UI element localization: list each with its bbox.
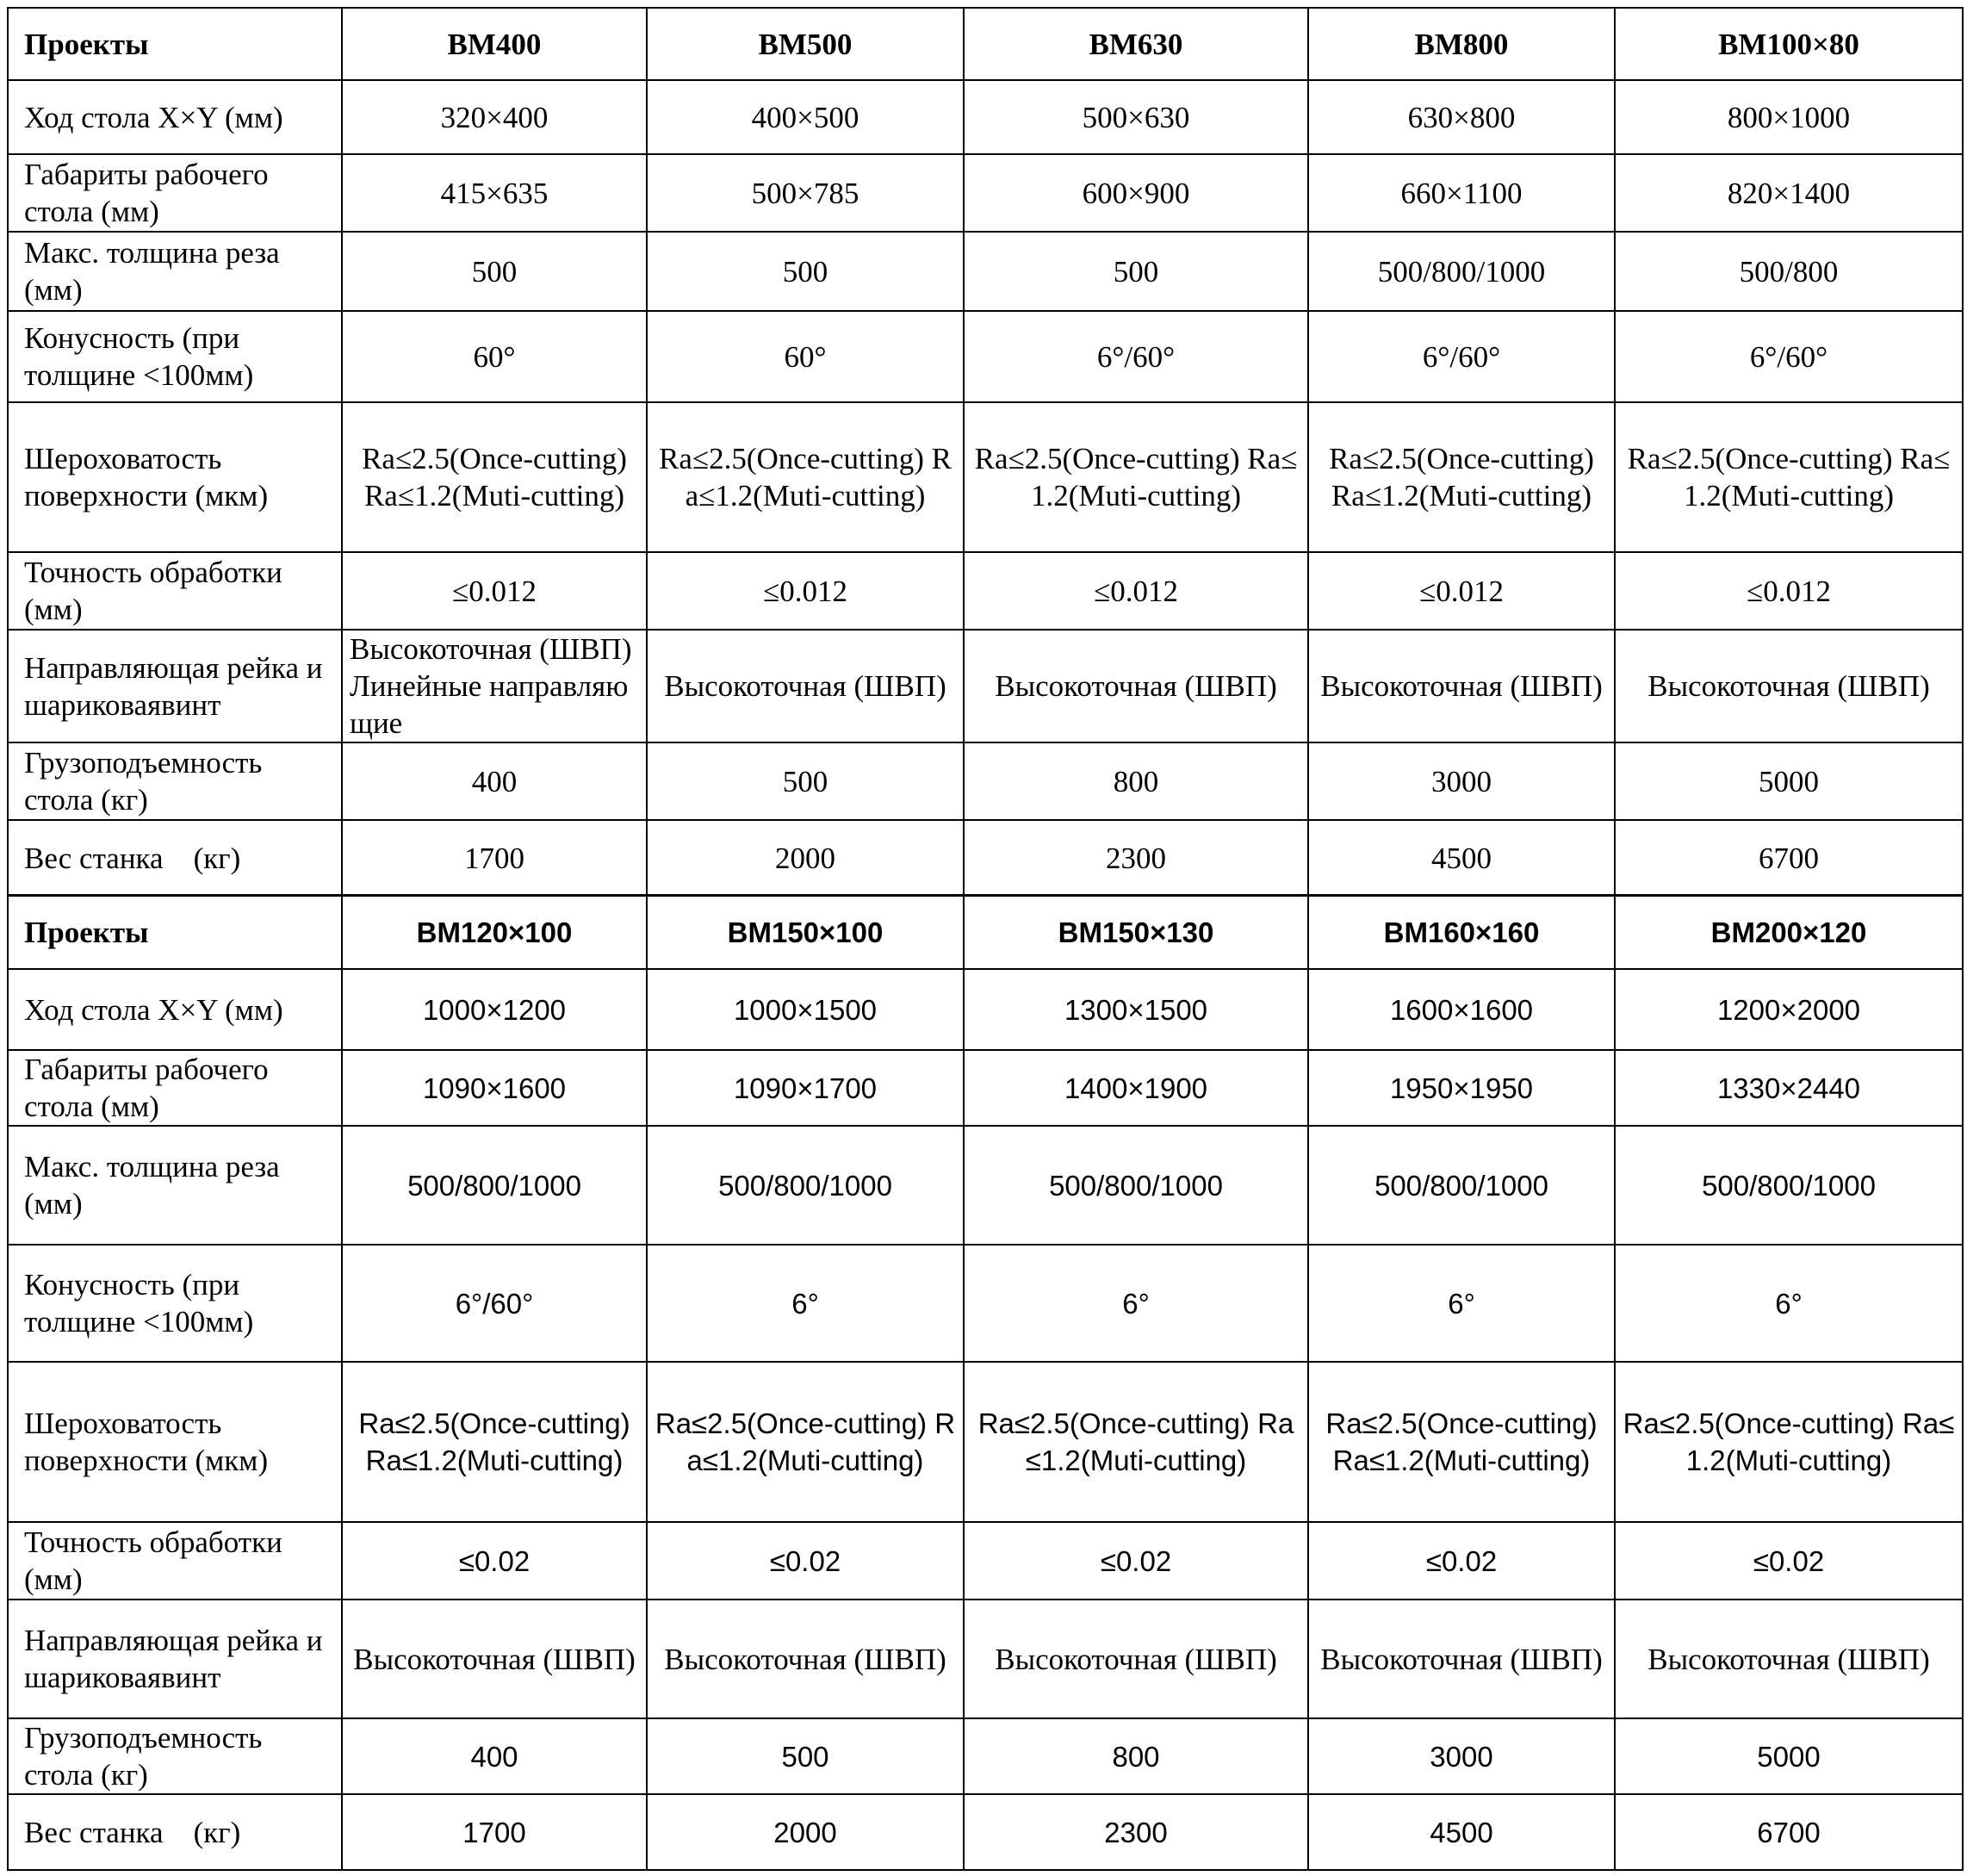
model-header: BM160×160 [1308, 895, 1615, 969]
table-cell: ≤0.02 [1308, 1522, 1615, 1600]
table-cell: Высокоточная (ШВП)Линейные направляющие [342, 630, 647, 742]
table-cell: ≤0.012 [342, 552, 647, 630]
table-cell: ≤0.02 [342, 1522, 647, 1600]
table-cell: Ra≤2.5(Once-cutting) Ra≤1.2(Muti-cutting) [342, 402, 647, 552]
table-cell: 1000×1200 [342, 969, 647, 1050]
table-cell: 1000×1500 [647, 969, 964, 1050]
model-header: BM400 [342, 8, 647, 80]
table-cell: 500/800/1000 [1308, 1126, 1615, 1245]
table-cell: 1400×1900 [964, 1050, 1308, 1126]
header-row [8, 895, 1963, 969]
table-cell: Ra≤2.5(Once-cutting) Ra≤1.2(Muti-cutting) [1615, 402, 1963, 552]
row-label: Макс. толщина реза (мм) [8, 232, 342, 311]
table-row [8, 1794, 1963, 1870]
table-cell: 1090×1700 [647, 1050, 964, 1126]
table-cell: 820×1400 [1615, 154, 1963, 232]
table-row [8, 820, 1963, 896]
table-cell: ≤0.02 [964, 1522, 1308, 1600]
spec-table-2 [7, 894, 1964, 1871]
table-cell: 400 [342, 742, 647, 820]
table-cell: 6700 [1615, 820, 1963, 896]
table-cell: 1300×1500 [964, 969, 1308, 1050]
table-cell: Ra≤2.5(Once-cutting) Ra≤1.2(Muti-cutting) [342, 1362, 647, 1522]
table-cell: 2000 [647, 1794, 964, 1870]
table-cell: 1330×2440 [1615, 1050, 1963, 1126]
row-label: Грузоподъемность стола (кг) [8, 1718, 342, 1794]
table-cell: 1090×1600 [342, 1050, 647, 1126]
header-label: Проекты [8, 8, 342, 80]
table-cell: 630×800 [1308, 80, 1615, 154]
model-header: BM150×100 [647, 895, 964, 969]
table-row [8, 311, 1963, 402]
table-row [8, 969, 1963, 1050]
table-cell: 1600×1600 [1308, 969, 1615, 1050]
table-cell: 6°/60° [342, 1245, 647, 1362]
table-cell: 5000 [1615, 742, 1963, 820]
table-cell: Высокоточная (ШВП) [342, 1600, 647, 1718]
table-cell: 500/800/1000 [1308, 232, 1615, 311]
table-cell: 500 [342, 232, 647, 311]
row-label: Вес станка (кг) [8, 1794, 342, 1870]
table-cell: 3000 [1308, 742, 1615, 820]
table-cell: 1950×1950 [1308, 1050, 1615, 1126]
table-cell: Высокоточная (ШВП) [1615, 1600, 1963, 1718]
table-cell: Высокоточная (ШВП) [964, 1600, 1308, 1718]
table-cell: 500/800/1000 [964, 1126, 1308, 1245]
table-cell: Ra≤2.5(Once-cutting) Ra≤1.2(Muti-cutting) [1308, 402, 1615, 552]
table-row [8, 552, 1963, 630]
table-cell: 660×1100 [1308, 154, 1615, 232]
row-label: Габариты рабочего стола (мм) [8, 1050, 342, 1126]
table-cell: 1700 [342, 820, 647, 896]
table-cell: 800 [964, 742, 1308, 820]
table-cell: 400 [342, 1718, 647, 1794]
table-cell: ≤0.012 [964, 552, 1308, 630]
table-cell: 800×1000 [1615, 80, 1963, 154]
table-row [8, 1050, 1963, 1126]
row-label: Ход стола X×Y (мм) [8, 969, 342, 1050]
table-cell: ≤0.012 [647, 552, 964, 630]
table-cell: 6°/60° [1615, 311, 1963, 402]
table-cell: 60° [342, 311, 647, 402]
model-header: BM100×80 [1615, 8, 1963, 80]
table-cell: 2000 [647, 820, 964, 896]
table-cell: ≤0.012 [1308, 552, 1615, 630]
table-cell: 6° [1308, 1245, 1615, 1362]
table-row [8, 232, 1963, 311]
table-cell: 6° [964, 1245, 1308, 1362]
table-cell: Высокоточная (ШВП) [1308, 630, 1615, 742]
table-cell: Ra≤2.5(Once-cutting) Ra≤1.2(Muti-cutting) [647, 402, 964, 552]
table-row [8, 1600, 1963, 1718]
row-label: Конусность (при толщине <100мм) [8, 311, 342, 402]
table-cell: 500/800/1000 [1615, 1126, 1963, 1245]
model-header: BM500 [647, 8, 964, 80]
table-cell: 500 [647, 1718, 964, 1794]
table-cell: Высокоточная (ШВП) [647, 1600, 964, 1718]
table-row [8, 1522, 1963, 1600]
header-row [8, 8, 1963, 80]
spec-table-1 [7, 7, 1964, 897]
table-cell: Высокоточная (ШВП) [964, 630, 1308, 742]
table-cell: 500 [647, 742, 964, 820]
table-cell: 2300 [964, 820, 1308, 896]
table-cell: 500/800/1000 [342, 1126, 647, 1245]
table-cell: Высокоточная (ШВП) [1308, 1600, 1615, 1718]
table-cell: 500/800 [1615, 232, 1963, 311]
table-cell: 5000 [1615, 1718, 1963, 1794]
row-label: Грузоподъемность стола (кг) [8, 742, 342, 820]
table-cell: 800 [964, 1718, 1308, 1794]
row-label: Точность обработки (мм) [8, 1522, 342, 1600]
row-label: Ход стола X×Y (мм) [8, 80, 342, 154]
table-cell: Ra≤2.5(Once-cutting) Ra≤1.2(Muti-cutting) [964, 402, 1308, 552]
table-cell: 4500 [1308, 1794, 1615, 1870]
table-cell: 415×635 [342, 154, 647, 232]
table-cell: 2300 [964, 1794, 1308, 1870]
table-row [8, 402, 1963, 552]
model-header: BM200×120 [1615, 895, 1963, 969]
table-cell: 500×630 [964, 80, 1308, 154]
table-cell: 60° [647, 311, 964, 402]
table-cell: 3000 [1308, 1718, 1615, 1794]
table-cell: 6700 [1615, 1794, 1963, 1870]
table-row [8, 80, 1963, 154]
table-cell: ≤0.012 [1615, 552, 1963, 630]
table-cell: 1200×2000 [1615, 969, 1963, 1050]
table-cell: 6°/60° [1308, 311, 1615, 402]
header-label: Проекты [8, 895, 342, 969]
table-cell: 500/800/1000 [647, 1126, 964, 1245]
row-label: Направляющая рейка и шариковаявинт [8, 630, 342, 742]
model-header: BM800 [1308, 8, 1615, 80]
table-row [8, 742, 1963, 820]
row-label: Точность обработки (мм) [8, 552, 342, 630]
table-row [8, 1718, 1963, 1794]
row-label: Шероховатость поверхности (мкм) [8, 1362, 342, 1522]
table-row [8, 1362, 1963, 1522]
table-cell: 600×900 [964, 154, 1308, 232]
table-cell: Высокоточная (ШВП) [1615, 630, 1963, 742]
model-header: BM120×100 [342, 895, 647, 969]
row-label: Макс. толщина реза (мм) [8, 1126, 342, 1245]
table-cell: 500 [647, 232, 964, 311]
row-label: Шероховатость поверхности (мкм) [8, 402, 342, 552]
table-cell: 400×500 [647, 80, 964, 154]
row-label: Габариты рабочего стола (мм) [8, 154, 342, 232]
table-cell: Ra≤2.5(Once-cutting) Ra≤1.2(Muti-cutting) [1615, 1362, 1963, 1522]
table-cell: 1700 [342, 1794, 647, 1870]
table-cell: 6°/60° [964, 311, 1308, 402]
table-row [8, 1245, 1963, 1362]
row-label: Направляющая рейка и шариковаявинт [8, 1600, 342, 1718]
table-cell: 6° [1615, 1245, 1963, 1362]
table-row [8, 1126, 1963, 1245]
table-cell: Высокоточная (ШВП) [647, 630, 964, 742]
row-label: Вес станка (кг) [8, 820, 342, 896]
row-label: Конусность (при толщине <100мм) [8, 1245, 342, 1362]
table-cell: 500 [964, 232, 1308, 311]
table-cell: Ra≤2.5(Once-cutting) Ra≤1.2(Muti-cutting) [1308, 1362, 1615, 1522]
table-row [8, 154, 1963, 232]
table-cell: Ra≤2.5(Once-cutting) Ra≤1.2(Muti-cutting) [964, 1362, 1308, 1522]
table-cell: 320×400 [342, 80, 647, 154]
table-row [8, 630, 1963, 742]
table-cell: 4500 [1308, 820, 1615, 896]
table-cell: ≤0.02 [647, 1522, 964, 1600]
model-header: BM150×130 [964, 895, 1308, 969]
table-cell: Ra≤2.5(Once-cutting) Ra≤1.2(Muti-cutting) [647, 1362, 964, 1522]
model-header: BM630 [964, 8, 1308, 80]
table-cell: ≤0.02 [1615, 1522, 1963, 1600]
table-cell: 500×785 [647, 154, 964, 232]
table-cell: 6° [647, 1245, 964, 1362]
